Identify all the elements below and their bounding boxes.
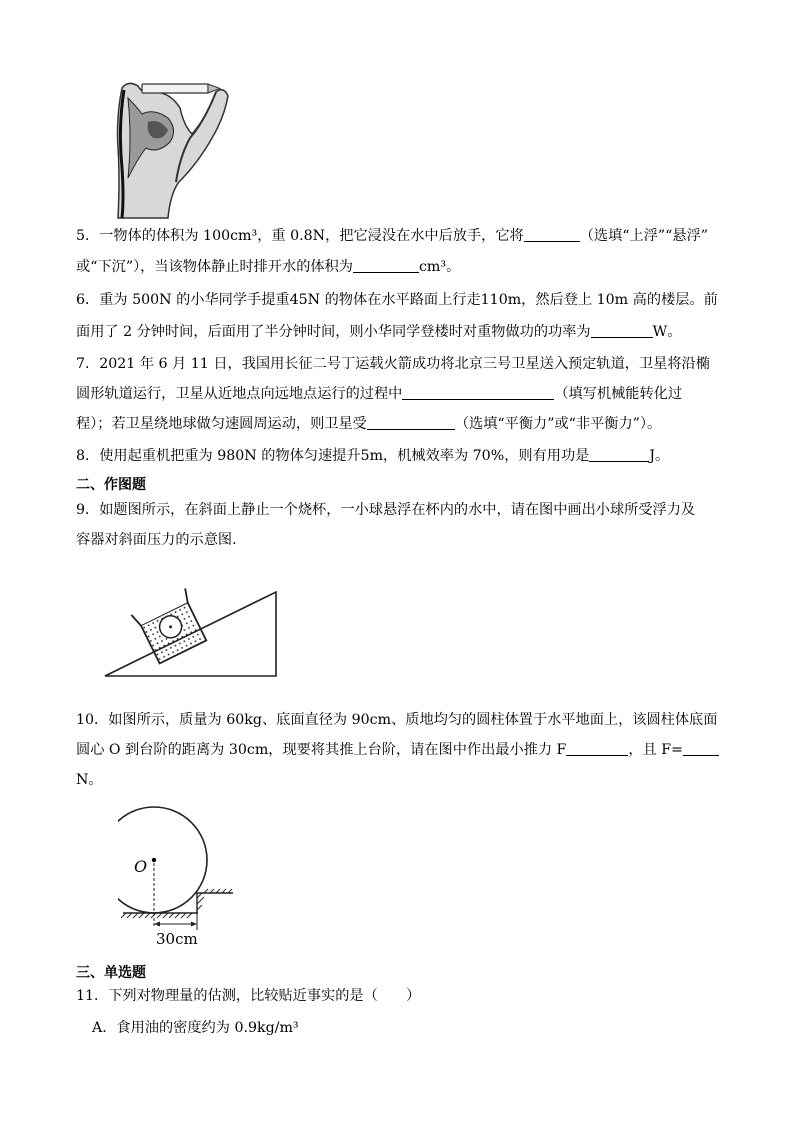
distance-label: 30cm (156, 930, 198, 948)
beaker (131, 588, 210, 665)
question-10-line-2: 圆心 O 到台阶的距离为 30cm，现要将其推上台阶，请在图中作出最小推力 F ，且 F= (76, 740, 719, 760)
center-point (152, 858, 156, 862)
question-5-line-1: 5．一物体的体积为 100cm³，重 0.8N，把它浸没在水中后放手，它将 （选填“上浮”“悬浮” (76, 228, 709, 244)
question-6-line-1: 6．重为 500N 的小华同学手提重45N 的物体在水平路面上行走110m，然后登上 10m 高的楼层。前 (76, 292, 718, 308)
answer-blank[interactable] (367, 415, 455, 430)
question-10-line-3: N。 (76, 772, 103, 788)
question-10-line-1: 10．如图所示，质量为 60kg、底面直径为 90cm、质地均匀的圆柱体置于水平地面上，该圆柱体底面 (76, 712, 718, 728)
answer-blank[interactable] (353, 258, 419, 273)
answer-blank[interactable] (683, 741, 719, 756)
section-3-heading: 三、单选题 (76, 965, 146, 981)
question-11-stem: 11．下列对物理量的估测，比较贴近事实的是（ ） (76, 988, 421, 1004)
cylinder-circle (118, 807, 207, 913)
question-7-line-2: 圆形轨道运行，卫星从近地点向远地点运行的过程中 （填写机械能转化过 (76, 386, 683, 402)
question-6-line-2: 面用了 2 分钟时间，后面用了半分钟时间，则小华同学登楼时对重物做功的功率为 W。 (76, 324, 682, 340)
answer-blank[interactable] (591, 323, 653, 338)
answer-blank[interactable] (524, 227, 580, 242)
answer-blank[interactable] (402, 385, 554, 400)
question-9-line-1: 9．如题图所示，在斜面上静止一个烧杯，一小球悬浮在杯内的水中，请在图中画出小球所受浮力及 (76, 502, 696, 518)
question-7-line-3: 程）；若卫星绕地球做匀速圆周运动，则卫星受 （选填“平衡力”或“非平衡力”）。 (76, 416, 662, 432)
question-11-option-a[interactable]: A．食用油的密度约为 0.9kg/m³ (92, 1020, 299, 1036)
step (197, 893, 233, 913)
hand-pencil-figure (108, 78, 238, 220)
question-5-line-2: 或“下沉”），当该物体静止时排开水的体积为 cm³。 (76, 259, 461, 275)
answer-blank[interactable] (589, 447, 649, 462)
question-9-line-2: 容器对斜面压力的示意图． (76, 532, 247, 548)
question-7-line-1: 7．2021 年 6 月 11 日，我国用长征二号丁运载火箭成功将北京三号卫星送入预定轨道，卫星将沿椭 (76, 356, 710, 372)
answer-blank[interactable] (566, 741, 628, 756)
question-8: 8．使用起重机把重为 980N 的物体匀速提升5m，机械效率为 70%，则有用功是 J。 (76, 448, 670, 464)
center-label: O (134, 857, 148, 876)
section-2-heading: 二、作图题 (76, 477, 146, 493)
incline-beaker-figure (100, 568, 290, 680)
cylinder-step-figure (118, 800, 238, 950)
